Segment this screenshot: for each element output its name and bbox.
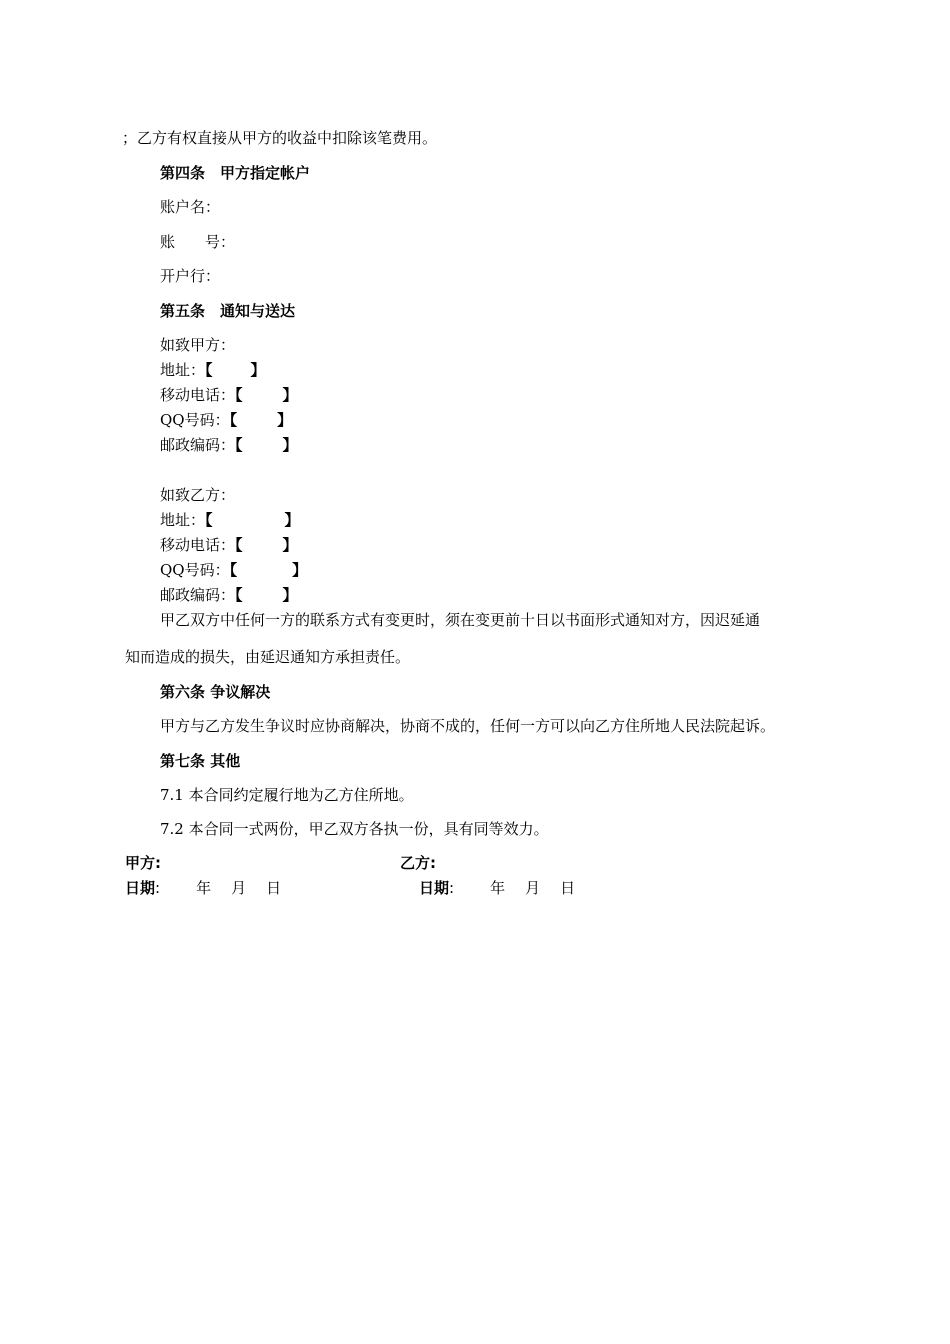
party-b-signature-label: 乙方: <box>400 854 436 872</box>
account-name-label: 账户名： <box>160 198 221 216</box>
postal-label: 邮政编码： <box>160 436 236 454</box>
intro-text: ；乙方有权直接从甲方的收益中扣除该笔费用。 <box>122 129 438 147</box>
party-b-postal <box>160 585 298 605</box>
bracket-open: 【 <box>229 561 238 579</box>
month-label: 月 <box>525 879 541 897</box>
party-a-address <box>160 360 266 380</box>
bracket-close: 】 <box>282 536 298 554</box>
bracket-close: 】 <box>282 586 298 604</box>
article-5-title: 第五条 通知与送达 <box>160 302 296 320</box>
party-b-address <box>160 510 300 530</box>
party-b-date-line <box>419 878 575 898</box>
party-a-mobile <box>160 385 298 405</box>
date-colon: : <box>155 879 161 897</box>
date-label: 日期 <box>125 879 156 897</box>
change-notice-line-2: 知而造成的损失，由延迟通知方承担责任。 <box>125 648 411 666</box>
article-7-title: 第七条 其他 <box>160 752 241 770</box>
address-label: 地址： <box>160 511 206 529</box>
month-label: 月 <box>231 879 247 897</box>
party-a-qq <box>160 410 292 430</box>
bracket-close: 】 <box>282 386 298 404</box>
bracket-close: 】 <box>284 511 300 529</box>
bracket-open: 【 <box>205 361 213 379</box>
bracket-open: 【 <box>229 411 238 429</box>
party-a-postal <box>160 435 298 455</box>
party-b-qq <box>160 560 307 580</box>
mobile-label: 移动电话： <box>160 536 236 554</box>
year-label: 年 <box>196 879 212 897</box>
postal-label: 邮政编码： <box>160 586 236 604</box>
article-6-body: 甲方与乙方发生争议时应协商解决，协商不成的，任何一方可以向乙方住所地人民法院起诉。 <box>160 717 776 735</box>
party-a-date-line <box>125 878 281 898</box>
bracket-close: 】 <box>282 436 298 454</box>
address-label: 地址： <box>160 361 206 379</box>
account-number-label: 账 号： <box>160 233 236 251</box>
qq-label: QQ号码： <box>160 411 230 429</box>
bracket-close: 】 <box>277 411 293 429</box>
party-a-heading: 如致甲方： <box>160 336 236 354</box>
bracket-close: 】 <box>292 561 308 579</box>
article-4-title: 第四条 甲方指定帐户 <box>160 164 311 182</box>
party-a-signature-label: 甲方: <box>125 854 161 872</box>
change-notice-line-1: 甲乙双方中任何一方的联系方式有变更时，须在变更前十日以书面形式通知对方，因迟延通 <box>160 611 761 629</box>
bracket-open: 【 <box>205 511 213 529</box>
date-colon: : <box>449 879 455 897</box>
year-label: 年 <box>490 879 506 897</box>
article-7-item-2: 7.2 本合同一式两份，甲乙双方各执一份，具有同等效力。 <box>160 820 549 838</box>
day-label: 日 <box>266 879 282 897</box>
bracket-open: 【 <box>235 386 243 404</box>
date-label: 日期 <box>419 879 450 897</box>
mobile-label: 移动电话： <box>160 386 236 404</box>
bracket-close: 】 <box>250 361 266 379</box>
bracket-open: 【 <box>235 436 243 454</box>
article-6-title: 第六条 争议解决 <box>160 683 271 701</box>
party-b-mobile <box>160 535 298 555</box>
qq-label: QQ号码： <box>160 561 230 579</box>
day-label: 日 <box>560 879 576 897</box>
party-b-heading: 如致乙方： <box>160 486 236 504</box>
bracket-open: 【 <box>235 586 243 604</box>
bracket-open: 【 <box>235 536 243 554</box>
bank-label: 开户行： <box>160 267 221 285</box>
article-7-item-1: 7.1 本合同约定履行地为乙方住所地。 <box>160 786 414 804</box>
